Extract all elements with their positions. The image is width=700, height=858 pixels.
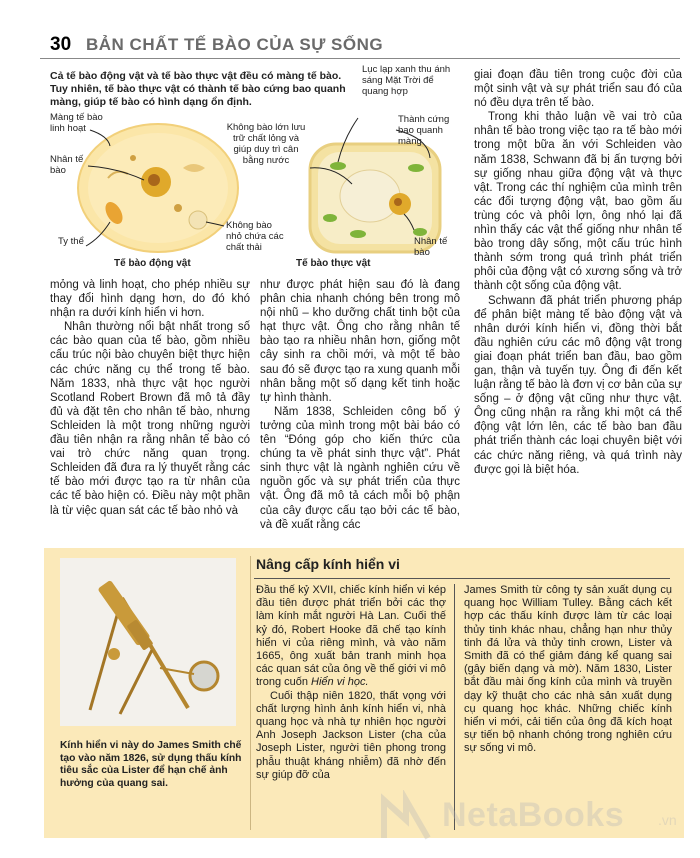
label-animal-cell: Tế bào động vật [114,258,191,269]
chapter-title: BẢN CHẤT TẾ BÀO CỦA SỰ SỐNG [86,35,384,54]
label-large-vacuole: Không bào lớn lưu trữ chất lỏng và giúp duy trì cân bằng nước [226,122,306,166]
col2-paragraph-2: Năm 1838, Schleiden công bố ý tưởng của mình trong một bài báo có tên “Đóng góp cho kiến thức của chúng ta về phát sinh thực vật”. Phát sinh thực vật là ngành nghiên cứu về nguồn gốc và sự phát triển của thực vật. Ông đã mô tả cách mỗi bộ phận của cây được cấu tạo bởi các tế bào, và đề xuất rằng các [260,405,460,531]
animal-nucleolus [148,174,160,186]
col1-paragraph-1: mỏng và linh hoạt, cho phép nhiều sự thay đổi hình dạng hơn, do đó khó nhận ra dưới kính hiển vi hơn. [50,279,250,320]
box-column-right [464,584,672,756]
chloroplast-1 [330,162,346,170]
box-right-paragraph-1: James Smith từ công ty sản xuất dụng cụ quang học William Tulley. Bằng cách kết hợp các thấu kính được làm từ các loại thủy tinh khác nhau, chẳng hạn như thủy tinh đá lửa và thủy tinh crown, Lister và Smith đã có thể giảm đáng kể quang sai (gây biến dạng và mờ). Năm 1830, Lister bắt đầu mài ống kính của mình và truyền dạy kỹ thuật cho các nhà sản xuất dụng cụ quang học khác. Những chiếc kính hiển vi mới, cải tiến của ông đã kích hoạt sự tiến bộ nhanh chóng trong nghiên cứu sự sống vi mô. [464,584,672,755]
small-vacuole-shape [189,211,207,229]
label-plant-cell: Tế bào thực vật [296,258,371,269]
label-nucleus-left: Nhân tế bào [50,154,84,176]
col3-top-paragraph: giai đoạn đầu tiên trong cuộc đời của một sinh vật và sự phát triển sau đó của nó đều dựa trên tế bào. [474,69,682,110]
microscope-photo [60,558,236,726]
col2-paragraph-1: như được phát hiện sau đó là đang phân chia nhanh chóng bên trong mô nội nhũ – kho dưỡng chất tinh bột của hạt thực vật. Ông cho rằng nhân tế bào tạo ra nhiều nhân hơn, giống một cây sinh ra chồi mới, và một tế bào sau đó sẽ được tạo ra xung quanh mỗi nhân bằng một số dạng kết tinh hoặc tự hình thành. [260,279,460,404]
column-2 [260,278,460,532]
watermark-logo-icon [376,790,436,846]
figure-intro-caption: Cả tế bào động vật và tế bào thực vật đều có màng tế bào. Tuy nhiên, tế bào thực vật có thành tế bào cứng bao quanh màng, giúp tế bào có hình dạng ổn định. [50,70,346,108]
label-cell-wall: Thành cứng bao quanh màng [398,114,450,147]
watermark-text: NetaBooks [442,796,625,834]
chloroplast-4 [323,214,337,222]
watermark-suffix: .vn [658,812,677,828]
microscope-photo-caption: Kính hiển vi này do James Smith chế tạo vào năm 1826, sử dụng thấu kính tiêu sắc của Lister để hạn chế ảnh hưởng của quang sai. [60,740,242,790]
label-flexible-membrane: Màng tế bào linh hoạt [50,112,103,134]
box-left-paragraph-1 [256,584,446,690]
chloroplast-2 [350,230,366,238]
chloroplast-5 [413,228,427,236]
label-small-vacuole: Không bào nhỏ chứa các chất thải [226,220,284,253]
organelle-3 [174,204,182,212]
microscope-illustration [60,558,236,726]
column-3 [474,68,682,477]
chloroplast-3 [408,164,424,172]
col1-paragraph-2: Nhân thường nổi bật nhất trong số các bào quan của tế bào, gồm nhiều cấu trúc nội bào chuyên biệt thực hiện các chức năng cụ thể trong tế bào. Năm 1833, nhà thực vật học người Scotland Robert Brown đã mô tả đầy đủ và đặt tên cho nhân tế bào, nhưng Schleiden là một trong những người đầu tiên nhận ra rằng nhân tế bào có vai trò chức năng quan trọng. Schleiden đã đưa ra lý thuyết rằng các tế bào mới được tạo ra từ nhân của các tế bào hiện có. Điều này một phần là từ việc quan sát các tế bào nhỏ và [50,321,250,517]
plant-large-vacuole [340,170,400,222]
plant-nucleolus [394,198,402,206]
box-column-left [256,584,446,782]
box-title: Nâng cấp kính hiển vi [256,556,400,572]
box-left-paragraph-2: Cuối thập niên 1820, thất vọng với chất lượng hình ảnh kính hiển vi, nhà quang học và nhà tự nhiên học người Anh Joseph Jackson Lister (cha của Joseph Lister, người tiên phong trong phẫu thuật kháng nhiễm) đã nhờ đến sự giúp đỡ của [256,689,446,781]
watermark [372,788,692,848]
label-mitochondria: Ty thể [58,236,84,247]
header-rule [40,58,680,59]
column-1 [50,278,250,518]
label-nucleus-right: Nhân tế bào [414,236,448,258]
page-number: 30 [50,34,72,55]
book-title-italic: Hiển vi học. [311,676,369,689]
box-title-rule [254,578,670,579]
box-left-p1-text: Đầu thế kỷ XVII, chiếc kính hiển vi kép đầu tiên được phát triển bởi các thợ làm kính mắt người Hà Lan. Cuối thế kỷ đó, Robert Hooke đã chế tạo kính hiển vi của riêng mình, và vào năm 1665, ông xuất bản tranh minh họa các quan sát của ông về thế giới vi mô trong cuốn [256,584,446,689]
box-vertical-divider-left [250,556,251,830]
label-chloroplast: Lục lạp xanh thu ánh sáng Mặt Trời để quang hợp [362,64,451,97]
col3-paragraph-3: Schwann đã phát triển phương pháp để phân biệt màng tế bào động vật và nhân dưới kính hiển vi, đồng thời bắt đầu nghiên cứu các mô động vật trong giai đoạn phát triển ban đầu, bao gồm gan, thận và tuyến tụy. Ông đi đến kết luận rằng tế bào là đơn vị cơ bản của sự sống – ở động vật cũng như thực vật. Ông cũng nhận ra rằng khi một cá thể động vật lớn lên, các tế bào ban đầu phát triển thành các loại chuyên biệt với các chức năng riêng, và quá trình này được gọi là biệt hóa. [474,294,682,476]
page-header [0,32,700,62]
col3-paragraph-2: Trong khi thảo luận về vai trò của nhân tế bào trong việc tạo ra tế bào mới trong một bữa ăn với Schleiden vào năm 1838, Schwann đã bị ấn tượng bởi sự giống nhau giữa động vật và thực vật. Trong các thí nghiệm của mình trên các đối tượng động vật, bao gồm ấu trùng cóc và phôi lợn, ông nhó lại đã nhìn thấy các vật thể giống như nhân tế bào trong dây sống, một cấu trúc hình thành sớm trong quá trình phát triển phôi của động vật có xương sống và trở thành cột sống của động vật. [474,111,682,293]
organelle-4 [130,155,136,161]
